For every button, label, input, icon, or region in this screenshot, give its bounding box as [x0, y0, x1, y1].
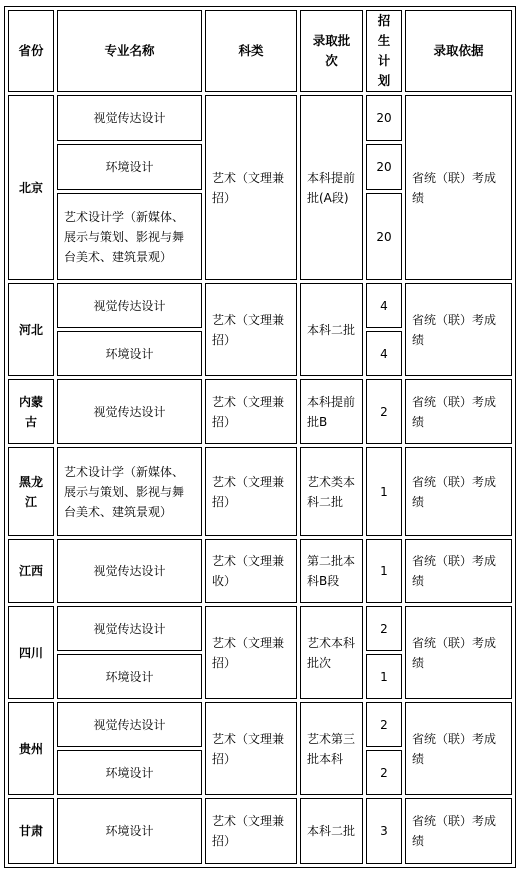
major-cell: 视觉传达设计 [57, 379, 202, 444]
quota-cell: 1 [366, 539, 402, 603]
province-cell: 甘肃 [8, 798, 54, 864]
basis-cell: 省统（联）考成绩 [405, 379, 512, 444]
quota-cell: 20 [366, 144, 402, 190]
major-cell: 环境设计 [57, 654, 202, 699]
major-cell: 视觉传达设计 [57, 95, 202, 141]
quota-cell: 2 [366, 702, 402, 747]
header-province: 省份 [8, 10, 54, 92]
major-cell: 环境设计 [57, 331, 202, 376]
category-cell: 艺术（文理兼招） [205, 283, 297, 376]
major-cell: 艺术设计学（新媒体、展示与策划、影视与舞台美术、建筑景观） [57, 447, 202, 536]
category-cell: 艺术（文理兼招） [205, 379, 297, 444]
batch-cell: 艺术第三批本科 [300, 702, 363, 795]
major-cell: 视觉传达设计 [57, 283, 202, 328]
quota-cell: 2 [366, 750, 402, 795]
quota-cell: 4 [366, 331, 402, 376]
basis-cell: 省统（联）考成绩 [405, 95, 512, 280]
header-batch: 录取批次 [300, 10, 363, 92]
major-cell: 视觉传达设计 [57, 539, 202, 603]
province-cell: 四川 [8, 606, 54, 699]
major-cell: 环境设计 [57, 798, 202, 864]
category-cell: 艺术（文理兼招） [205, 702, 297, 795]
batch-cell: 本科提前批(A段) [300, 95, 363, 280]
batch-cell: 艺术类本科二批 [300, 447, 363, 536]
basis-cell: 省统（联）考成绩 [405, 798, 512, 864]
quota-cell: 1 [366, 447, 402, 536]
table-row [8, 447, 512, 536]
quota-cell: 1 [366, 654, 402, 699]
header-major: 专业名称 [57, 10, 202, 92]
major-cell: 视觉传达设计 [57, 702, 202, 747]
province-cell: 北京 [8, 95, 54, 280]
table-row [8, 606, 512, 651]
table-row [8, 702, 512, 747]
table-row [8, 539, 512, 603]
header-basis: 录取依据 [405, 10, 512, 92]
quota-cell: 20 [366, 193, 402, 280]
province-cell: 内蒙古 [8, 379, 54, 444]
quota-cell: 4 [366, 283, 402, 328]
batch-cell: 本科二批 [300, 283, 363, 376]
category-cell: 艺术（文理兼收） [205, 539, 297, 603]
category-cell: 艺术（文理兼招） [205, 606, 297, 699]
admission-plan-table [4, 6, 516, 868]
basis-cell: 省统（联）考成绩 [405, 283, 512, 376]
category-cell: 艺术（文理兼招） [205, 798, 297, 864]
province-cell: 贵州 [8, 702, 54, 795]
major-cell: 环境设计 [57, 750, 202, 795]
table-row [8, 798, 512, 864]
batch-cell: 第二批本科B段 [300, 539, 363, 603]
major-cell: 视觉传达设计 [57, 606, 202, 651]
batch-cell: 本科提前批B [300, 379, 363, 444]
table-row [8, 283, 512, 328]
table-body [8, 95, 512, 864]
basis-cell: 省统（联）考成绩 [405, 606, 512, 699]
quota-cell: 3 [366, 798, 402, 864]
province-cell: 黑龙江 [8, 447, 54, 536]
basis-cell: 省统（联）考成绩 [405, 447, 512, 536]
header-quota: 招生计划 [366, 10, 402, 92]
batch-cell: 艺术本科批次 [300, 606, 363, 699]
major-cell: 艺术设计学（新媒体、展示与策划、影视与舞台美术、建筑景观） [57, 193, 202, 280]
province-cell: 河北 [8, 283, 54, 376]
quota-cell: 2 [366, 379, 402, 444]
table-row [8, 379, 512, 444]
quota-cell: 2 [366, 606, 402, 651]
province-cell: 江西 [8, 539, 54, 603]
category-cell: 艺术（文理兼招） [205, 95, 297, 280]
major-cell: 环境设计 [57, 144, 202, 190]
header-category: 科类 [205, 10, 297, 92]
batch-cell: 本科二批 [300, 798, 363, 864]
quota-cell: 20 [366, 95, 402, 141]
category-cell: 艺术（文理兼招） [205, 447, 297, 536]
header-row [8, 10, 512, 92]
table-row [8, 95, 512, 141]
basis-cell: 省统（联）考成绩 [405, 702, 512, 795]
basis-cell: 省统（联）考成绩 [405, 539, 512, 603]
